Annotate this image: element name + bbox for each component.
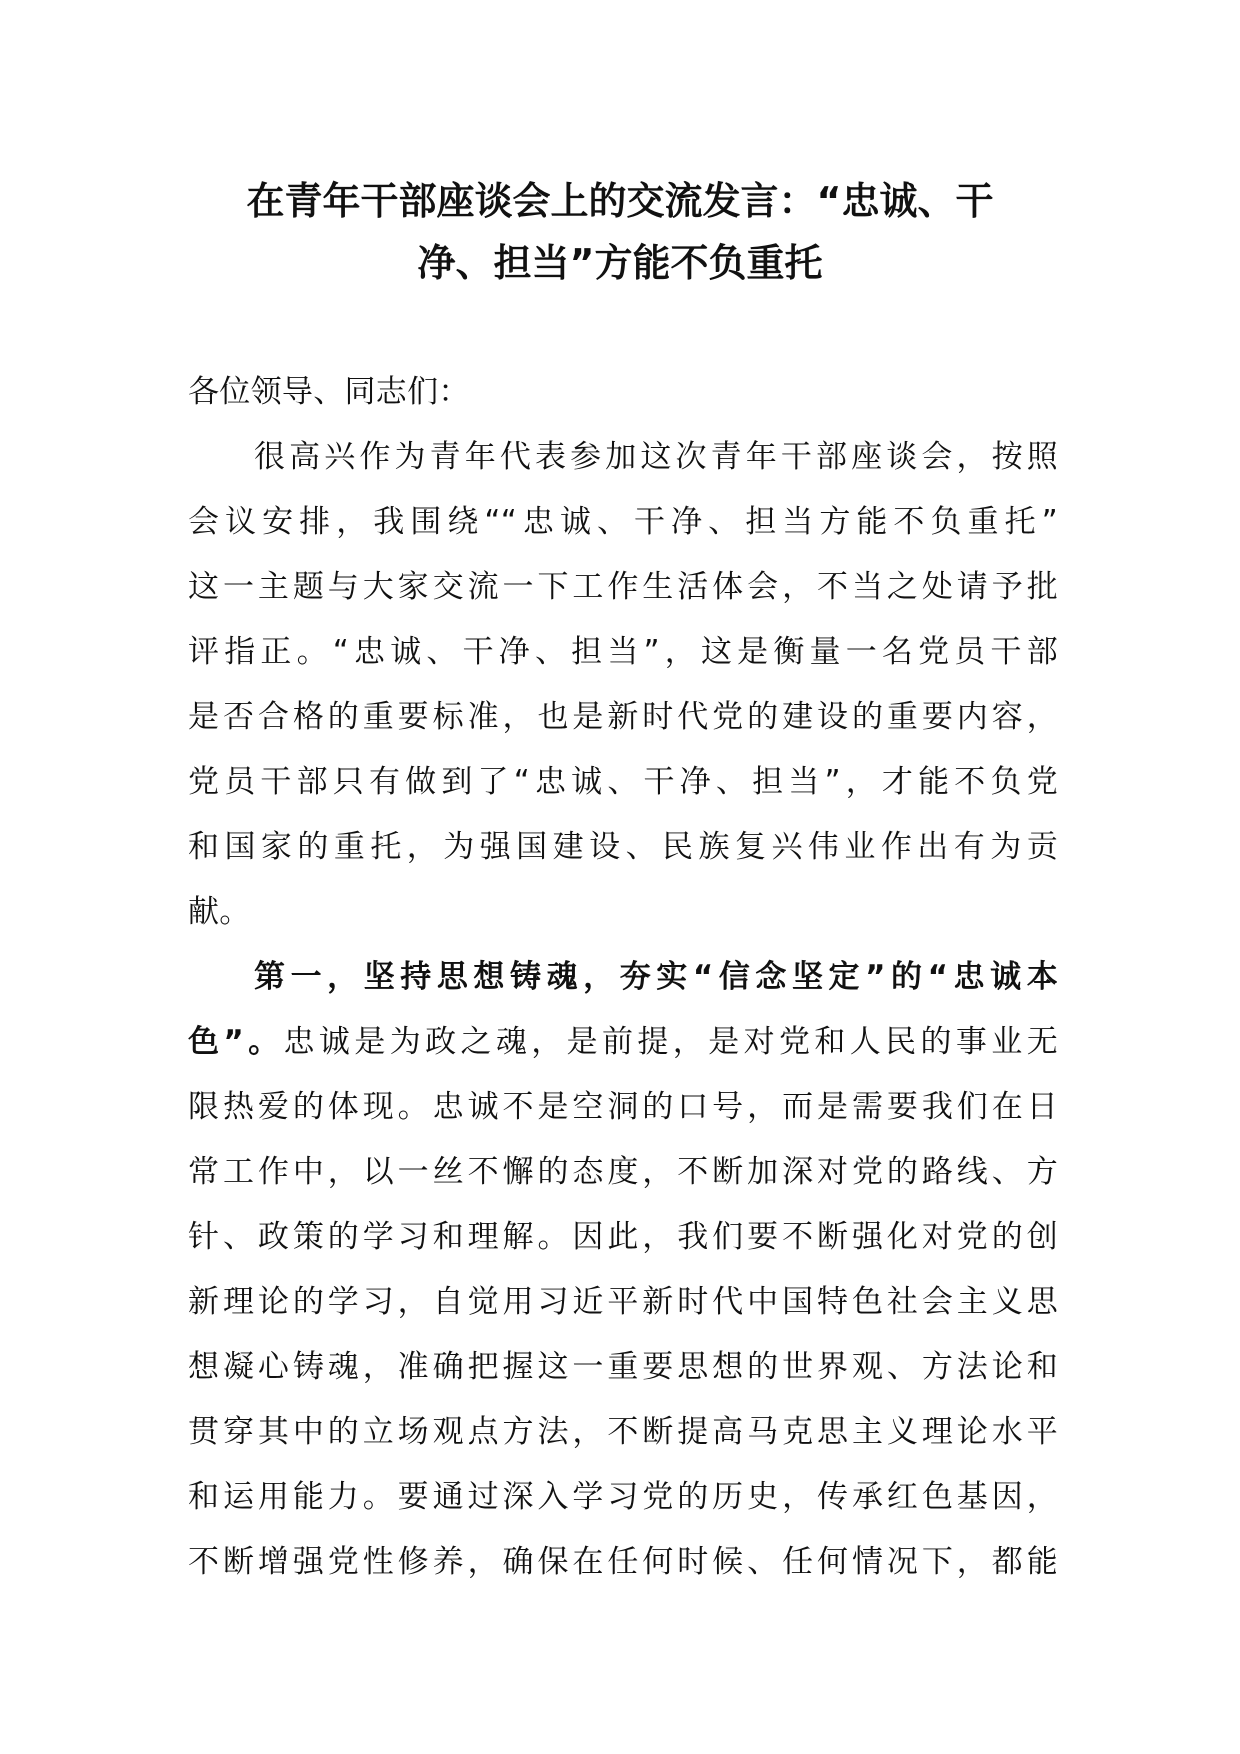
paragraph-1-line-3: 这一主题与大家交流一下工作生活体会，不当之处请予批 — [188, 569, 1058, 605]
paragraph-1-line-1: 很高兴作为青年代表参加这次青年干部座谈会，按照 — [254, 439, 1058, 475]
paragraph-2-heading-tail: 色”。 — [188, 1024, 284, 1060]
paragraph-2-line-6: 想凝心铸魂，准确把握这一重要思想的世界观、方法论和 — [188, 1349, 1058, 1385]
paragraph-2-line-9: 不断增强党性修养，确保在任何时候、任何情况下，都能 — [188, 1544, 1058, 1580]
document-title — [190, 170, 1050, 294]
paragraph-2-line-2: 限热爱的体现。忠诚不是空洞的口号，而是需要我们在日 — [188, 1089, 1058, 1125]
paragraph-2-first-rest: 忠诚是为政之魂，是前提，是对党和人民的事业无 — [283, 1024, 1058, 1060]
paragraph-1-line-6: 党员干部只有做到了“忠诚、干净、担当”，才能不负党 — [188, 764, 1058, 800]
document-body — [188, 360, 1058, 1595]
paragraph-2-line-7: 贯穿其中的立场观点方法，不断提高马克思主义理论水平 — [188, 1414, 1058, 1450]
paragraph-1-line-8: 献。 — [188, 894, 251, 930]
title-line-2: 净、担当”方能不负重托 — [417, 241, 823, 285]
title-line-1: 在青年干部座谈会上的交流发言：“忠诚、干 — [246, 179, 994, 223]
paragraph-2-heading: 第一，坚持思想铸魂，夯实“信念坚定”的“忠诚本 — [254, 959, 1058, 995]
paragraph-2-line-3: 常工作中，以一丝不懈的态度，不断加深对党的路线、方 — [188, 1154, 1058, 1190]
paragraph-1-line-7: 和国家的重托，为强国建设、民族复兴伟业作出有为贡 — [188, 829, 1058, 865]
paragraph-1-line-4: 评指正。“忠诚、干净、担当”，这是衡量一名党员干部 — [188, 634, 1058, 670]
paragraph-1-line-5: 是否合格的重要标准，也是新时代党的建设的重要内容， — [188, 699, 1058, 735]
paragraph-1-line-2: 会议安排，我围绕““忠诚、干净、担当方能不负重托” — [188, 504, 1058, 540]
paragraph-2-line-5: 新理论的学习，自觉用习近平新时代中国特色社会主义思 — [188, 1284, 1058, 1320]
paragraph-2-line-4: 针、政策的学习和理解。因此，我们要不断强化对党的创 — [188, 1219, 1058, 1255]
salutation: 各位领导、同志们： — [188, 374, 470, 410]
paragraph-2-line-1 — [188, 1010, 1058, 1075]
paragraph-2-line-8: 和运用能力。要通过深入学习党的历史，传承红色基因， — [188, 1479, 1058, 1515]
